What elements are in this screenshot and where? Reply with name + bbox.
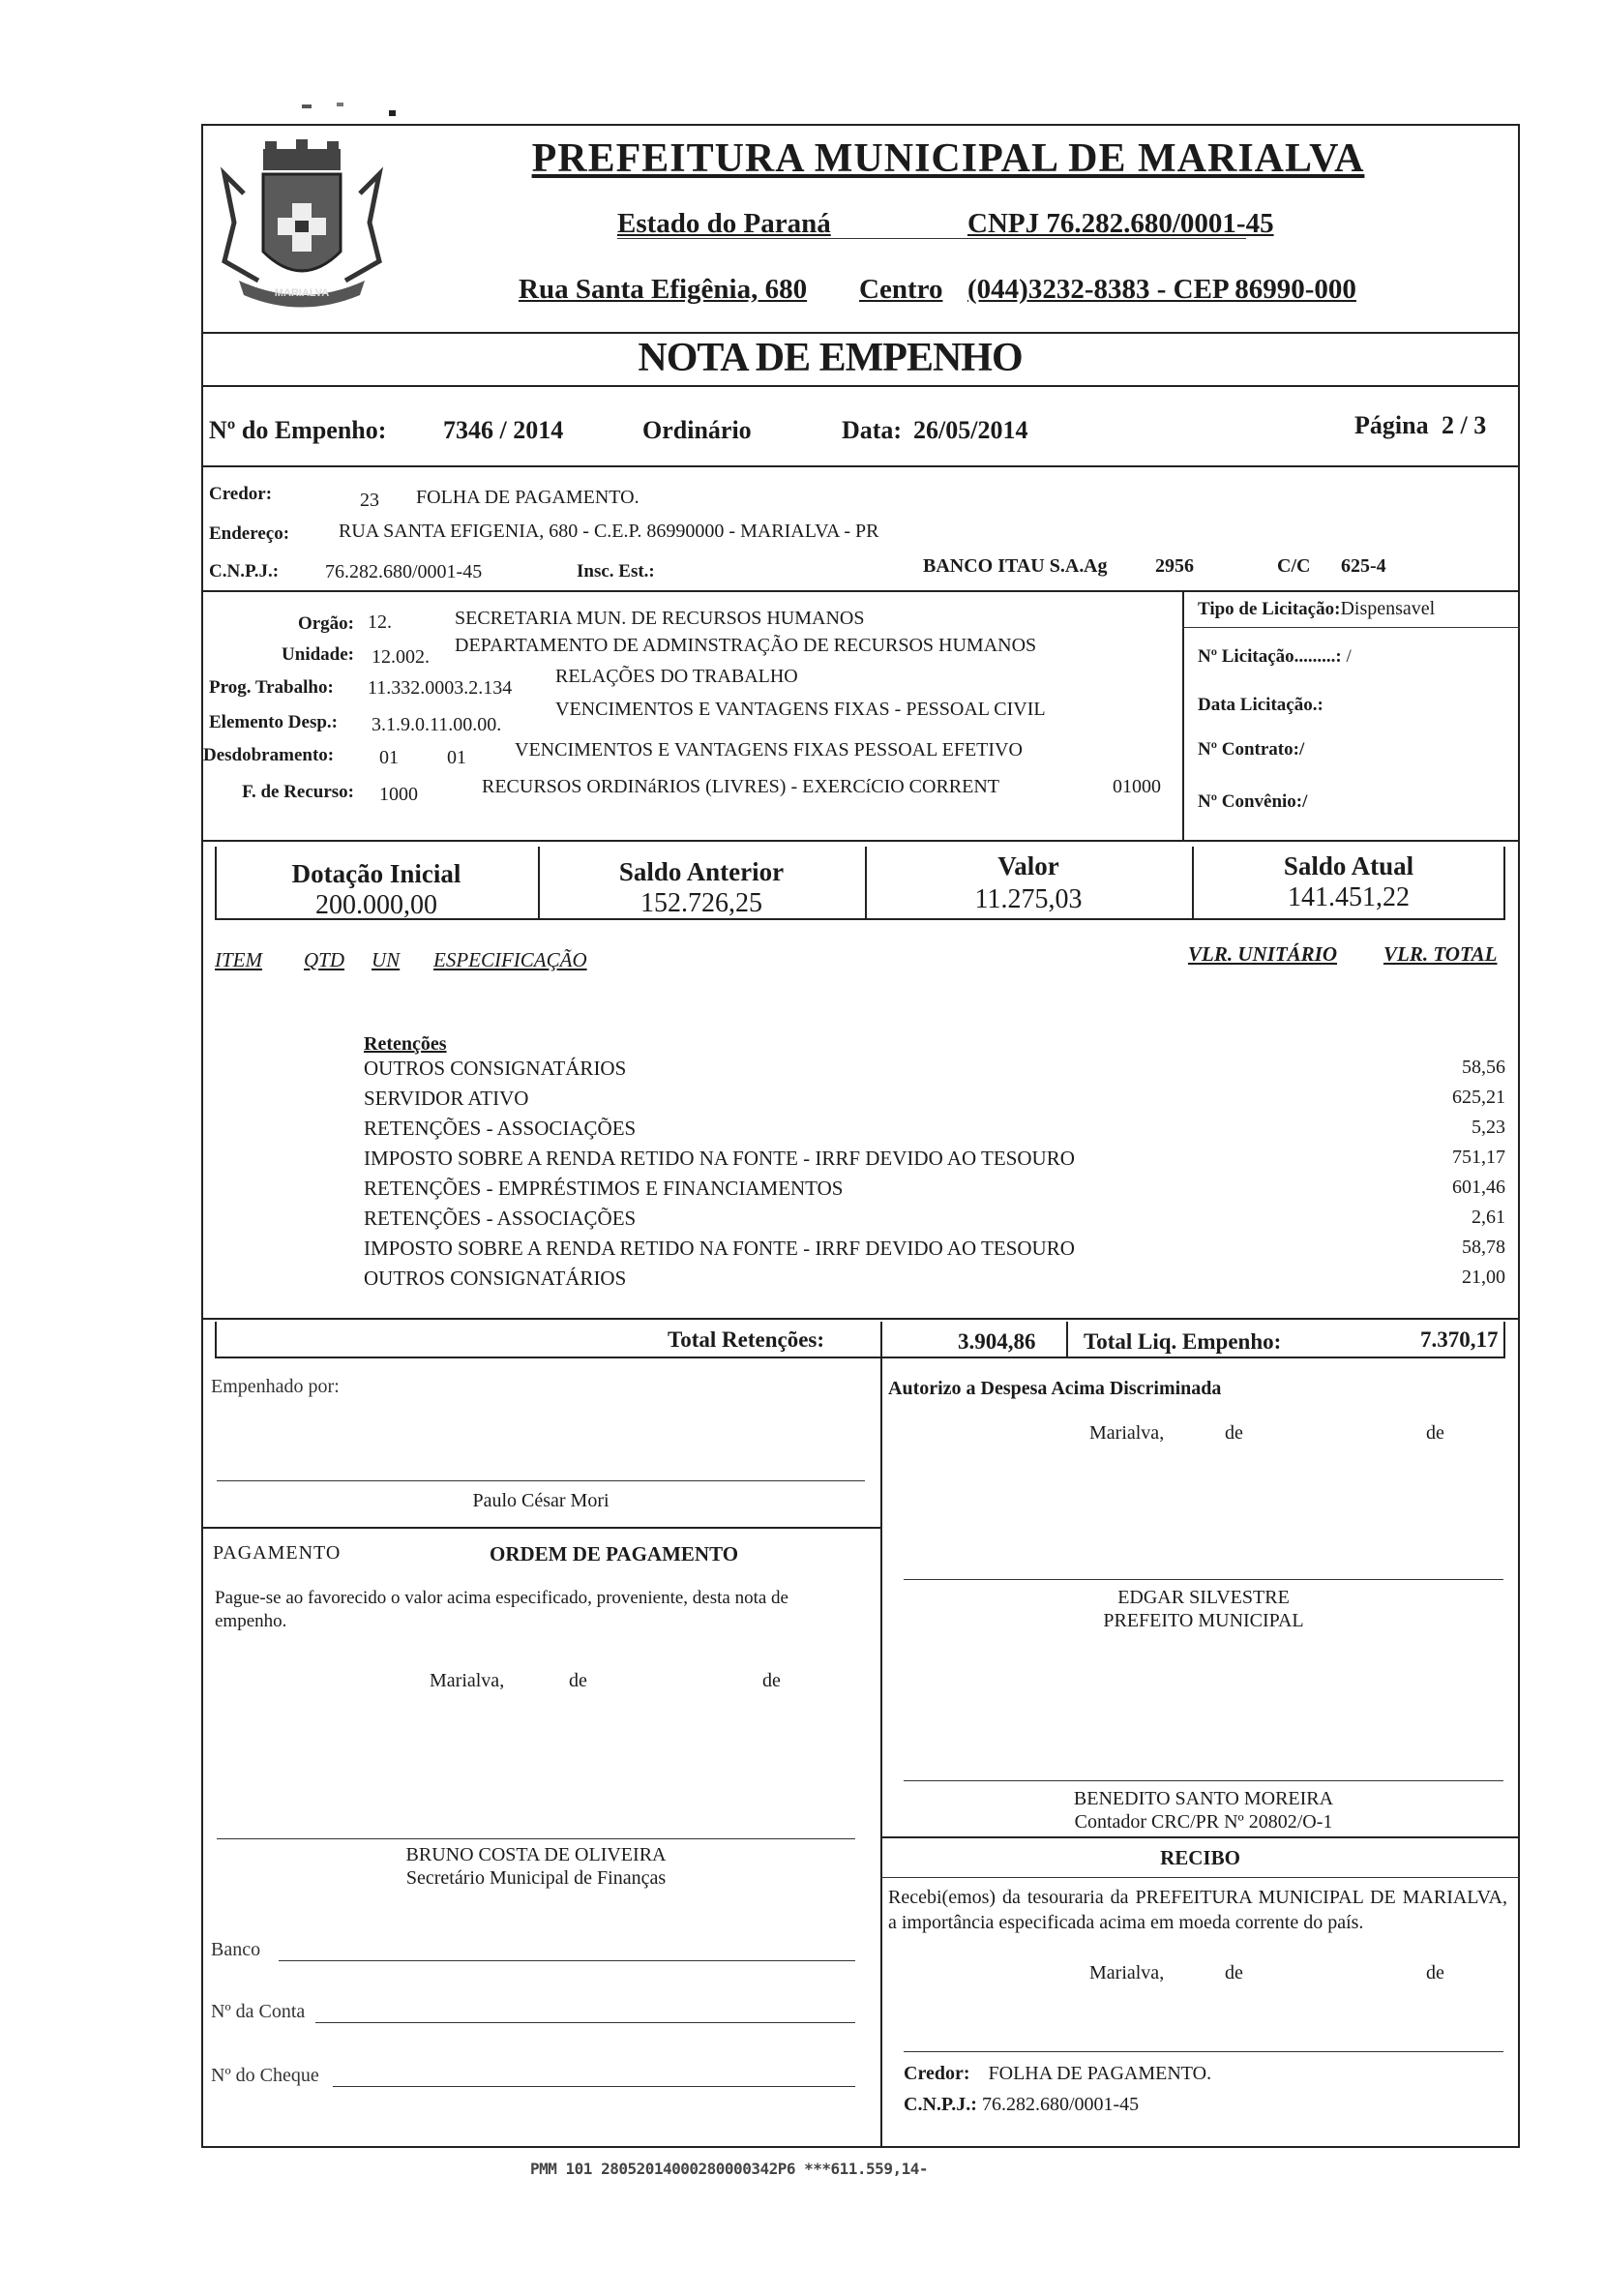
contador-title: Contador CRC/PR Nº 20802/O-1 bbox=[1074, 1811, 1333, 1833]
recibo-credor bbox=[904, 2063, 1211, 2085]
empenhado-name: Paulo César Mori bbox=[472, 1490, 610, 1511]
contador-name: BENEDITO SANTO MOREIRA bbox=[1073, 1788, 1334, 1809]
col-vlr-total: VLR. TOTAL bbox=[1383, 942, 1498, 966]
list-item bbox=[364, 1267, 1505, 1297]
cnpj-label: C.N.P.J.: bbox=[209, 561, 280, 581]
header-title: PREFEITURA MUNICIPAL DE MARIALVA bbox=[531, 136, 1365, 181]
fonte-code: 1000 bbox=[379, 784, 418, 805]
pague-se-text: Pague-se ao favorecido o valor acima especificado, proveniente, desta nota de empenho. bbox=[215, 1588, 788, 1631]
retencao-value: 58,78 bbox=[1462, 1237, 1505, 1258]
page-number: 2 / 3 bbox=[1442, 411, 1487, 439]
retencao-value: 5,23 bbox=[1472, 1117, 1505, 1138]
credor-code: 23 bbox=[360, 490, 379, 511]
retencao-value: 601,46 bbox=[1452, 1177, 1505, 1198]
retencoes-title: Retenções bbox=[364, 1033, 447, 1055]
agencia-label: Ag bbox=[1084, 555, 1108, 577]
total-retencoes-label: Total Retenções: bbox=[668, 1327, 825, 1352]
col-un: UN bbox=[372, 948, 401, 971]
cc-label: C/C bbox=[1277, 555, 1311, 577]
scan-mark bbox=[389, 110, 396, 116]
desdobramento-code2: 01 bbox=[447, 747, 466, 768]
retencao-value: 751,17 bbox=[1452, 1147, 1505, 1168]
header-district: Centro bbox=[859, 274, 943, 305]
retencao-value: 58,56 bbox=[1462, 1057, 1505, 1078]
coat-of-arms bbox=[205, 135, 399, 329]
fonte-label: F. de Recurso: bbox=[242, 782, 354, 802]
date-place-ordem: Marialva, bbox=[430, 1670, 505, 1691]
list-item bbox=[364, 1117, 1505, 1147]
conta-line bbox=[315, 2022, 855, 2023]
dotacao-label: Dotação Inicial bbox=[291, 859, 461, 888]
total-liquido-label: Total Liq. Empenho: bbox=[1084, 1329, 1282, 1354]
saldo-anterior-label: Saldo Anterior bbox=[618, 857, 785, 886]
signature-line bbox=[904, 1579, 1503, 1580]
desdobramento-label: Desdobramento: bbox=[203, 745, 335, 765]
insc-label: Insc. Est.: bbox=[577, 561, 655, 581]
elemento: VENCIMENTOS E VANTAGENS FIXAS - PESSOAL CIVIL bbox=[555, 699, 1046, 720]
empenhado-label: Empenhado por: bbox=[211, 1376, 340, 1397]
valor-label: Valor bbox=[997, 851, 1059, 880]
banco-label: Banco bbox=[211, 1939, 261, 1960]
divider bbox=[201, 1527, 882, 1529]
retencao-value: 625,21 bbox=[1452, 1087, 1505, 1108]
autorizo-text: Autorizo a Despesa Acima Discriminada bbox=[888, 1378, 1222, 1399]
empenho-type: Ordinário bbox=[642, 416, 752, 444]
prog: RELAÇÕES DO TRABALHO bbox=[555, 666, 798, 687]
signature-line bbox=[217, 1838, 855, 1839]
credor-name: FOLHA DE PAGAMENTO. bbox=[416, 487, 639, 508]
header-state: Estado do Paraná bbox=[617, 208, 831, 239]
divider bbox=[880, 1877, 1520, 1878]
empenho-date: 26/05/2014 bbox=[913, 416, 1028, 444]
divider bbox=[201, 332, 1520, 334]
pagamento-label: PAGAMENTO bbox=[213, 1542, 342, 1564]
agencia: 2956 bbox=[1155, 555, 1194, 577]
desdobramento-code1: 01 bbox=[379, 747, 399, 768]
contrato-label: Nº Contrato: bbox=[1198, 739, 1299, 760]
signature-line bbox=[904, 2051, 1503, 2052]
de-6: de bbox=[1426, 1962, 1444, 1983]
retencao-desc: OUTROS CONSIGNATÁRIOS bbox=[364, 1057, 627, 1080]
retencao-desc: SERVIDOR ATIVO bbox=[364, 1087, 529, 1110]
recibo-credor-label: Credor: bbox=[904, 2063, 970, 2084]
signature-line bbox=[904, 1780, 1503, 1781]
orgao-label: Orgão: bbox=[297, 613, 354, 634]
convenio-label: Nº Convênio: bbox=[1198, 791, 1303, 812]
retencao-desc: RETENÇÕES - EMPRÉSTIMOS E FINANCIAMENTOS bbox=[364, 1177, 844, 1200]
num-licitacao bbox=[1198, 646, 1352, 668]
retencao-desc: OUTROS CONSIGNATÁRIOS bbox=[364, 1267, 627, 1290]
retencao-desc: IMPOSTO SOBRE A RENDA RETIDO NA FONTE - IRRF DEVIDO AO TESOURO bbox=[364, 1237, 1075, 1260]
prog-label: Prog. Trabalho: bbox=[209, 677, 334, 698]
data-licitacao-label: Data Licitação.: bbox=[1198, 695, 1323, 715]
recibo-cnpj-value: 76.282.680/0001-45 bbox=[981, 2094, 1140, 2115]
de-2: de bbox=[1426, 1422, 1444, 1444]
de-3: de bbox=[569, 1670, 587, 1691]
convenio bbox=[1198, 791, 1307, 813]
divider bbox=[1066, 1322, 1068, 1358]
empenho-date-label: Data: bbox=[842, 416, 903, 444]
endereco: RUA SANTA EFIGENIA, 680 - C.E.P. 86990000 - MARIALVA - PR bbox=[339, 521, 879, 542]
saldo-anterior-value: 152.726,25 bbox=[640, 888, 762, 918]
divider bbox=[880, 1836, 1520, 1838]
list-item bbox=[364, 1207, 1505, 1237]
header-phone-cep: (044)3232-8383 - CEP 86990-000 bbox=[967, 274, 1356, 305]
de-1: de bbox=[1225, 1422, 1243, 1444]
divider bbox=[201, 840, 1520, 842]
unidade-code: 12.002. bbox=[372, 646, 430, 668]
list-item bbox=[364, 1057, 1505, 1087]
dotacao-value: 200.000,00 bbox=[315, 890, 437, 920]
recibo-text: Recebi(emos) da tesouraria da PREFEITURA MUNICIPAL DE MARIALVA, a importância especificada acima em moeda corrente do país. bbox=[888, 1887, 1507, 1933]
contrato bbox=[1198, 739, 1304, 760]
list-item bbox=[364, 1087, 1505, 1117]
divider bbox=[201, 1318, 1520, 1320]
retencao-value: 2,61 bbox=[1472, 1207, 1505, 1228]
page-label: Página bbox=[1354, 411, 1429, 439]
col-vlr-unitario: VLR. UNITÁRIO bbox=[1188, 942, 1338, 966]
desdobramento: VENCIMENTOS E VANTAGENS FIXAS PESSOAL EFETIVO bbox=[515, 739, 1023, 760]
list-item bbox=[364, 1147, 1505, 1177]
retencao-desc: RETENÇÕES - ASSOCIAÇÕES bbox=[364, 1207, 637, 1230]
elemento-label: Elemento Desp.: bbox=[209, 712, 338, 732]
svg-text:MARIALVA: MARIALVA bbox=[274, 287, 330, 299]
de-4: de bbox=[762, 1670, 781, 1691]
recibo-title: RECIBO bbox=[1160, 1846, 1240, 1869]
endereco-label: Endereço: bbox=[209, 523, 290, 544]
prog-code: 11.332.0003.2.134 bbox=[368, 677, 513, 699]
col-qtd: QTD bbox=[304, 948, 345, 971]
retencao-desc: IMPOSTO SOBRE A RENDA RETIDO NA FONTE - IRRF DEVIDO AO TESOURO bbox=[364, 1147, 1075, 1170]
tipo-licitacao: Dispensavel bbox=[1340, 598, 1436, 619]
retencoes-list bbox=[364, 1057, 1505, 1297]
saldo-atual-value: 141.451,22 bbox=[1288, 882, 1410, 912]
totals-row bbox=[215, 1322, 1505, 1358]
cheque-line bbox=[333, 2086, 855, 2087]
elemento-code: 3.1.9.0.11.00.00. bbox=[372, 714, 502, 735]
tipo-licitacao-label-text: Tipo de Licitação: bbox=[1198, 599, 1341, 619]
num-licitacao-label: Nº Licitação.........: bbox=[1198, 646, 1342, 667]
date-place-autorizo: Marialva, bbox=[1089, 1422, 1165, 1444]
divider bbox=[201, 465, 1520, 467]
convenio-value: / bbox=[1302, 791, 1308, 812]
signature-line bbox=[217, 1480, 865, 1481]
col-item: ITEM bbox=[215, 948, 262, 971]
scan-mark bbox=[337, 103, 343, 106]
retencao-value: 21,00 bbox=[1462, 1267, 1505, 1288]
doc-title: NOTA DE EMPENHO bbox=[638, 336, 1023, 380]
footer-code: PMM 101 28052014000280000342P6 ***611.559,14- bbox=[530, 2160, 928, 2178]
empenho-label: Nº do Empenho: bbox=[209, 416, 387, 444]
col-especificacao: ESPECIFICAÇÃO bbox=[433, 948, 587, 971]
secretario-title: Secretário Municipal de Finanças bbox=[405, 1867, 667, 1889]
de-5: de bbox=[1225, 1962, 1243, 1983]
valor-value: 11.275,03 bbox=[974, 884, 1083, 914]
secretario-name: BRUNO COSTA DE OLIVEIRA bbox=[405, 1844, 667, 1865]
list-item bbox=[364, 1177, 1505, 1207]
cnpj: 76.282.680/0001-45 bbox=[325, 561, 483, 582]
tipo-licitacao-label bbox=[1198, 598, 1435, 620]
header-cnpj: CNPJ 76.282.680/0001-45 bbox=[967, 208, 1274, 239]
fonte: RECURSOS ORDINáRIOS (LIVRES) - EXERCíCIO CORRENT bbox=[482, 776, 1000, 797]
recibo-cnpj-label: C.N.P.J.: bbox=[904, 2094, 977, 2115]
conta-label: Nº da Conta bbox=[211, 2001, 306, 2022]
divider bbox=[201, 385, 1520, 387]
ordem-pagamento-title: ORDEM DE PAGAMENTO bbox=[490, 1542, 739, 1565]
empenho-number: 7346 / 2014 bbox=[443, 416, 564, 444]
unidade-label: Unidade: bbox=[282, 644, 354, 665]
divider bbox=[201, 590, 1520, 592]
cheque-label: Nº do Cheque bbox=[211, 2065, 319, 2086]
date-place-recibo: Marialva, bbox=[1089, 1962, 1165, 1983]
recibo-credor-name: FOLHA DE PAGAMENTO. bbox=[988, 2063, 1212, 2084]
divider bbox=[1182, 627, 1520, 628]
saldo-atual-label: Saldo Atual bbox=[1283, 851, 1414, 880]
orgao-code: 12. bbox=[368, 611, 392, 633]
list-item bbox=[364, 1237, 1505, 1267]
prefeito-name: EDGAR SILVESTRE bbox=[1117, 1587, 1290, 1608]
header-address: Rua Santa Efigênia, 680 bbox=[519, 274, 808, 305]
num-licitacao-value: / bbox=[1346, 646, 1352, 667]
orgao: SECRETARIA MUN. DE RECURSOS HUMANOS bbox=[455, 608, 865, 629]
contrato-value: / bbox=[1298, 739, 1305, 760]
divider bbox=[880, 1358, 882, 2148]
banco: BANCO ITAU S.A. bbox=[923, 555, 1085, 577]
banco-line bbox=[279, 1960, 855, 1961]
prefeito-title: PREFEITO MUNICIPAL bbox=[1103, 1610, 1304, 1631]
cc: 625-4 bbox=[1341, 555, 1386, 577]
retencao-desc: RETENÇÕES - ASSOCIAÇÕES bbox=[364, 1117, 637, 1140]
fonte-code2: 01000 bbox=[1113, 776, 1161, 797]
scan-mark bbox=[302, 104, 312, 108]
recibo-cnpj bbox=[904, 2094, 1139, 2116]
credor-label: Credor: bbox=[209, 484, 273, 504]
divider bbox=[880, 1322, 882, 1358]
unidade: DEPARTAMENTO DE ADMINSTRAÇÃO DE RECURSOS HUMANOS bbox=[455, 635, 1037, 656]
total-retencoes: 3.904,86 bbox=[958, 1329, 1036, 1354]
total-liquido: 7.370,17 bbox=[1420, 1327, 1499, 1352]
